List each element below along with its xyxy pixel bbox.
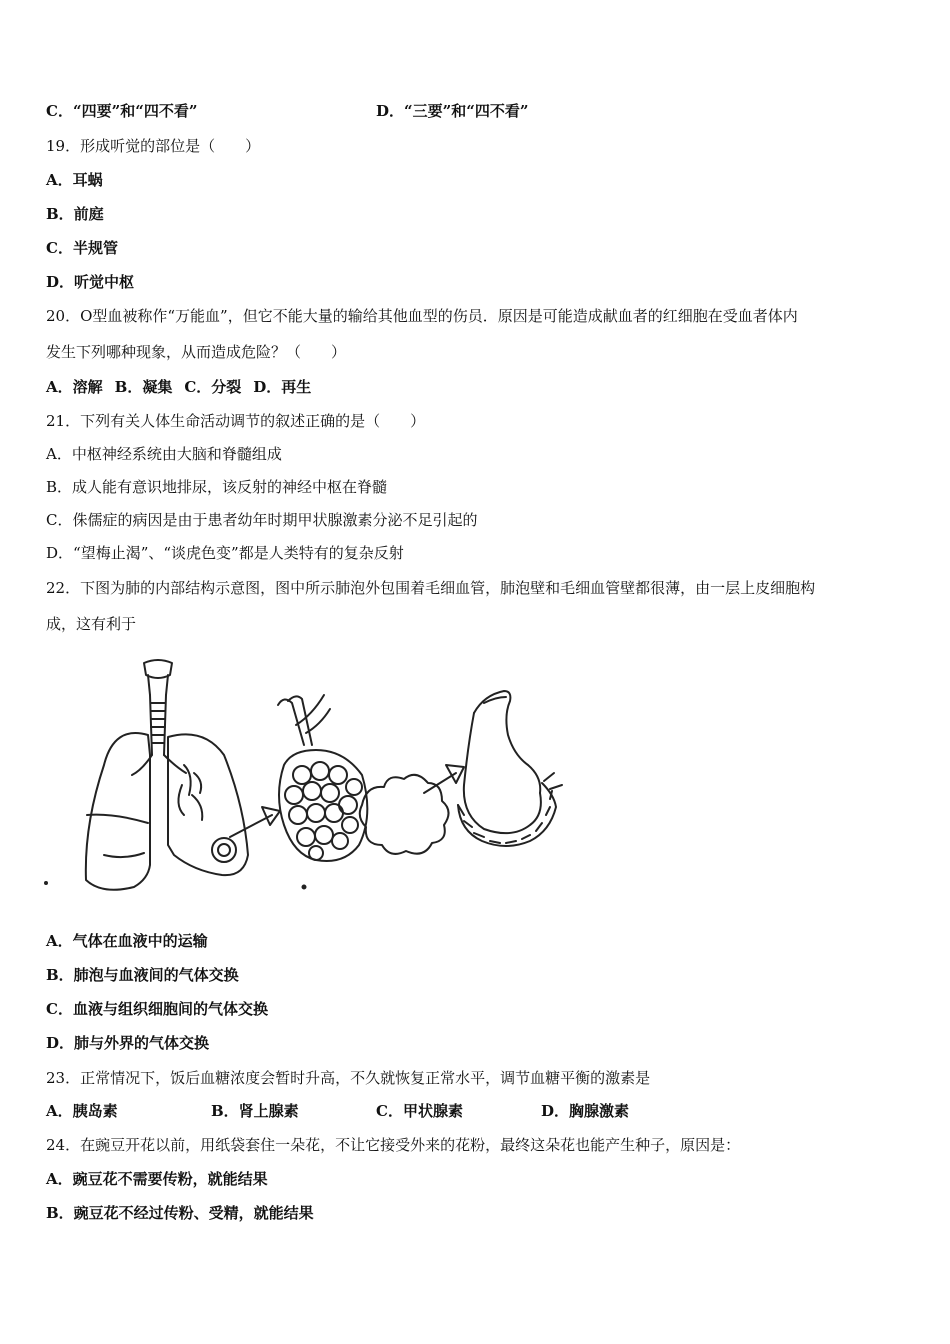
q20-options — [46, 377, 311, 397]
q22-stem-line2: 成，这有利于 — [46, 615, 137, 633]
q20-option-c: C．分裂 — [184, 378, 242, 396]
q19-option-d: D．听觉中枢 — [46, 273, 135, 291]
q18-options — [46, 101, 529, 121]
q24-option-a: A．豌豆花不需要传粉，就能结果 — [46, 1170, 268, 1188]
alveolus-capillary-illustration — [458, 691, 562, 846]
q20-stem-line2: 发生下列哪种现象，从而造成危险？（ ） — [46, 343, 347, 361]
q19-stem: 19．形成听觉的部位是（ ） — [46, 137, 261, 155]
q21-stem: 21．下列有关人体生命活动调节的叙述正确的是（ ） — [46, 412, 426, 430]
q23-option-b: B．肾上腺素 — [211, 1102, 299, 1120]
q18-option-c: C．“四要”和“四不看” — [46, 102, 198, 120]
q19-option-c: C．半规管 — [46, 239, 118, 257]
q23-option-d: D．胸腺激素 — [541, 1102, 630, 1120]
q23-options — [46, 1101, 629, 1121]
q24-option-b: B．豌豆花不经过传粉、受精，就能结果 — [46, 1204, 314, 1222]
q23-option-c: C．甲状腺素 — [376, 1102, 463, 1120]
q20-option-a: A．溶解 — [46, 378, 103, 396]
lung-structure-figure — [44, 655, 574, 905]
q19-option-a: A．耳蜗 — [46, 171, 103, 189]
q20-stem-line1: 20．O型血被称作“万能血”，但它不能大量的输给其他血型的伤员．原因是可能造成献血者的红细胞在受血者体内 — [46, 307, 798, 325]
q23-option-a: A．胰岛素 — [46, 1102, 118, 1120]
q19-option-b: B．前庭 — [46, 205, 104, 223]
q21-option-b: B．成人能有意识地排尿，该反射的神经中枢在脊髓 — [46, 478, 388, 496]
q22-option-c: C．血液与组织细胞间的气体交换 — [46, 1000, 268, 1018]
q20-option-d: D．再生 — [253, 378, 312, 396]
q22-option-a: A．气体在血液中的运输 — [46, 932, 208, 950]
q23-stem: 23．正常情况下，饭后血糖浓度会暂时升高，不久就恢复正常水平，调节血糖平衡的激素是 — [46, 1069, 651, 1087]
q21-option-c: C．侏儒症的病因是由于患者幼年时期甲状腺激素分泌不足引起的 — [46, 511, 478, 529]
q21-option-a: A．中枢神经系统由大脑和脊髓组成 — [46, 445, 282, 463]
alveoli-cluster-illustration — [278, 695, 367, 861]
q22-option-d: D．肺与外界的气体交换 — [46, 1034, 210, 1052]
q22-stem-line1: 22．下图为肺的内部结构示意图，图中所示肺泡外包围着毛细血管，肺泡壁和毛细血管壁都很薄，由一层上皮细胞构 — [46, 579, 816, 597]
q20-option-b: B．凝集 — [114, 378, 173, 396]
q21-option-d: D．“望梅止渴”、“谈虎色变”都是人类特有的复杂反射 — [46, 544, 404, 562]
left-lung-illustration — [86, 733, 150, 890]
q18-option-d: D．“三要”和“四不看” — [376, 102, 529, 120]
trachea-illustration — [132, 660, 186, 775]
right-lung-illustration — [168, 734, 248, 875]
q22-option-b: B．肺泡与血液间的气体交换 — [46, 966, 239, 984]
q24-stem: 24．在豌豆开花以前，用纸袋套住一朵花，不让它接受外来的花粉，最终这朵花也能产生种子，原因是： — [46, 1136, 741, 1154]
arrow-1 — [230, 807, 280, 837]
arrow-2 — [424, 765, 464, 793]
